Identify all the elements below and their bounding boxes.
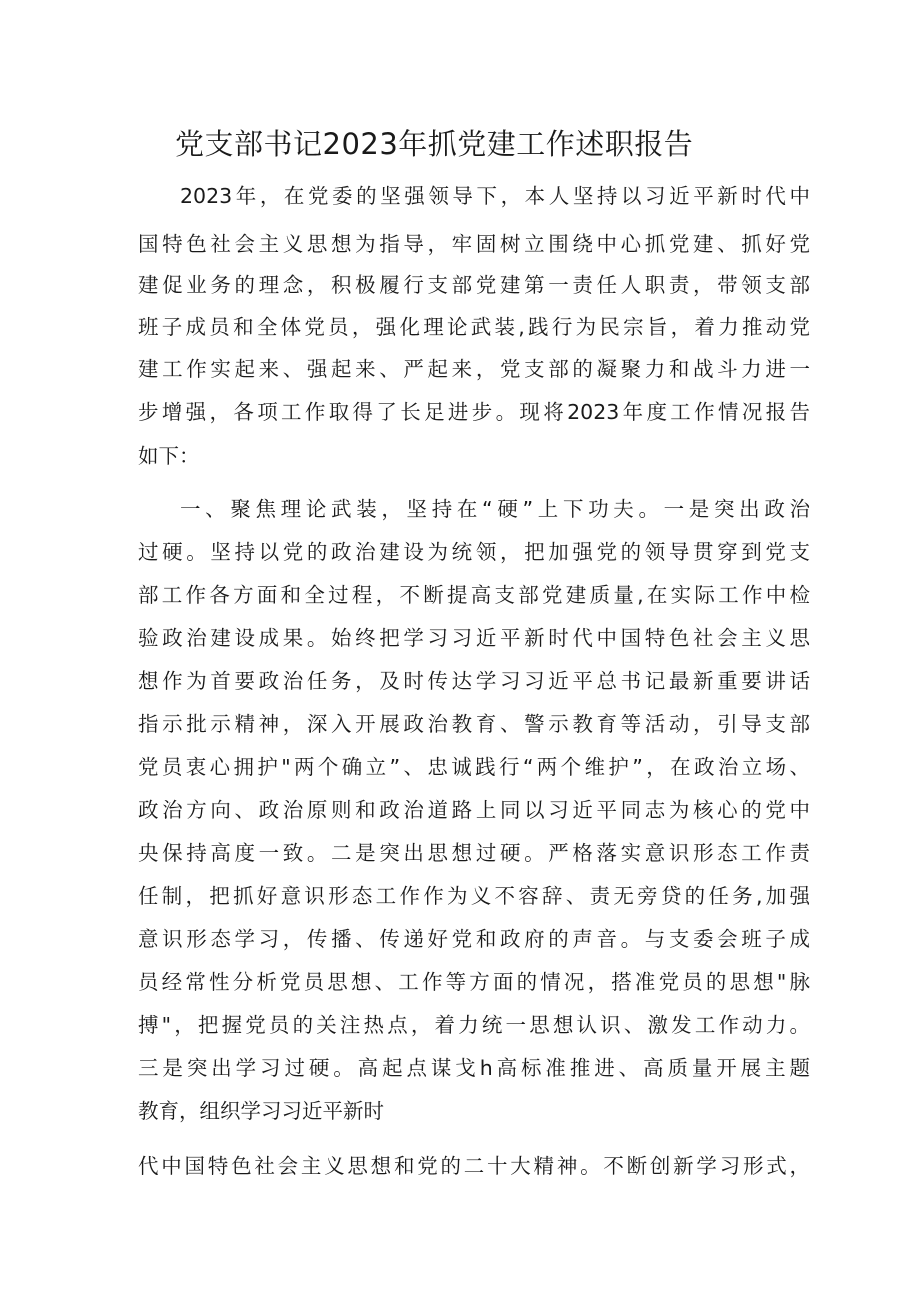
paragraph-line: 部工作各方面和全过程，不断提高支部党建质量,在实际工作中检	[138, 583, 810, 607]
paragraph-line: 建工作实起来、强起来、严起来，党支部的凝聚力和战斗力进一	[138, 357, 810, 381]
paragraph-line: 过硬。坚持以党的政治建设为统领，把加强党的领导贯穿到党支	[138, 540, 810, 564]
paragraph-line: 一、聚焦理论武装，坚持在“硬”上下功夫。一是突出政治	[180, 497, 810, 521]
paragraph-line: 指示批示精神，深入开展政治教育、警示教育等活动，引导支部	[138, 712, 810, 736]
paragraph-line: 班子成员和全体党员，强化理论武装,践行为民宗旨，着力推动党	[138, 315, 810, 339]
paragraph-line: 党员衷心拥护"两个确立”、忠诚践行“两个维护”，在政治立场、	[138, 755, 810, 779]
paragraph-line: 政治方向、政治原则和政治道路上同以习近平同志为核心的党中	[138, 798, 810, 822]
paragraph-line: 意识形态学习，传播、传递好党和政府的声音。与支委会班子成	[138, 927, 810, 951]
paragraph-line: 想作为首要政治任务，及时传达学习习近平总书记最新重要讲话	[138, 669, 810, 693]
paragraph-line: 任制，把抓好意识形态工作作为义不容辞、责无旁贷的任务,加强	[138, 884, 810, 908]
paragraph-line: 搏"，把握党员的关注热点，着力统一思想认识、激发工作动力。	[138, 1013, 810, 1037]
paragraph-line: 三是突出学习过硬。高起点谋戈h高标准推进、高质量开展主题	[138, 1056, 810, 1080]
paragraph-line: 步增强，各项工作取得了长足进步。现将2023年度工作情况报告	[138, 400, 810, 424]
paragraph-line: 建促业务的理念，积极履行支部党建第一责任人职责，带领支部	[138, 273, 810, 297]
paragraph-line: 2023年，在党委的坚强领导下，本人坚持以习近平新时代中	[180, 184, 810, 208]
paragraph-line: 代中国特色社会主义思想和党的二十大精神。不断创新学习形式，	[138, 1154, 810, 1178]
document-title: 党支部书记2023年抓党建工作述职报告	[175, 127, 694, 161]
paragraph-line: 央保持高度一致。二是突出思想过硬。严格落实意识形态工作责	[138, 841, 810, 865]
paragraph-line: 如下：	[138, 444, 200, 468]
paragraph-line: 国特色社会主义思想为指导，牢固树立围绕中心抓党建、抓好党	[138, 232, 810, 256]
paragraph-line: 验政治建设成果。始终把学习习近平新时代中国特色社会主义思	[138, 626, 810, 650]
paragraph-line: 员经常性分析党员思想、工作等方面的情况，搭准党员的思想"脉	[138, 970, 810, 994]
paragraph-line: 教育，组织学习习近平新时	[138, 1099, 384, 1123]
